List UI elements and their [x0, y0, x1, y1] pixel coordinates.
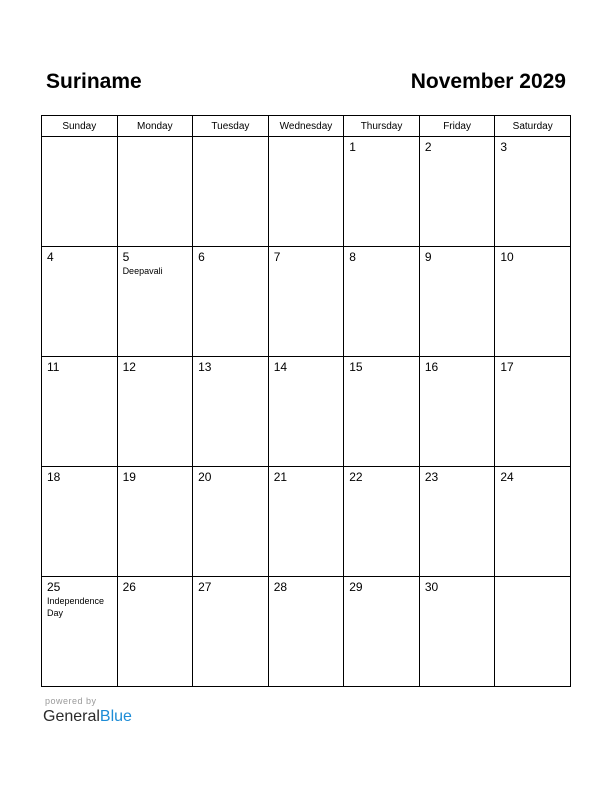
weekday-thursday: Thursday	[344, 116, 420, 137]
day-number: 30	[424, 580, 439, 594]
day-number: 7	[273, 250, 281, 264]
holiday-label: Deepavali	[122, 266, 163, 276]
weekday-monday: Monday	[117, 116, 193, 137]
day-cell	[344, 467, 420, 577]
day-number: 3	[500, 140, 508, 154]
day-cell	[117, 357, 193, 467]
day-number: 2	[424, 140, 432, 154]
day-cell	[193, 247, 269, 357]
brand-blue: Blue	[99, 708, 132, 725]
day-cell	[419, 577, 495, 687]
day-cell	[495, 137, 571, 247]
day-cell	[268, 137, 344, 247]
day-cell	[193, 577, 269, 687]
day-number: 1	[349, 140, 356, 154]
day-number: 19	[122, 470, 136, 484]
day-cell	[117, 577, 193, 687]
day-number: 13	[198, 360, 212, 374]
day-cell	[495, 357, 571, 467]
weekday-saturday: Saturday	[495, 116, 571, 137]
day-cell	[495, 467, 571, 577]
day-cell	[268, 577, 344, 687]
day-number: 4	[47, 250, 54, 264]
day-cell	[117, 467, 193, 577]
day-number: 10	[500, 250, 514, 264]
day-cell	[419, 357, 495, 467]
footer-branding	[43, 696, 132, 727]
day-number: 28	[273, 580, 288, 594]
day-cell	[344, 577, 420, 687]
day-number: 16	[424, 360, 439, 374]
month-year-title: November 2029	[410, 70, 566, 93]
day-cell	[419, 247, 495, 357]
day-number: 20	[198, 470, 212, 484]
weekday-sunday: Sunday	[42, 116, 118, 137]
weekday-friday: Friday	[419, 116, 495, 137]
day-cell	[117, 137, 193, 247]
day-number: 25	[47, 580, 61, 594]
weekday-header-row	[42, 116, 571, 137]
calendar-header	[46, 70, 566, 100]
day-number: 9	[424, 250, 432, 264]
week-row	[42, 357, 571, 467]
day-number: 29	[349, 580, 363, 594]
day-number: 12	[122, 360, 136, 374]
day-number: 24	[500, 470, 514, 484]
day-number: 17	[500, 360, 514, 374]
day-cell	[193, 357, 269, 467]
day-cell	[419, 467, 495, 577]
day-cell	[42, 357, 118, 467]
day-number: 26	[122, 580, 136, 594]
week-row	[42, 137, 571, 247]
brand-general: General	[43, 708, 100, 725]
week-row	[42, 247, 571, 357]
week-row	[42, 467, 571, 577]
day-number: 5	[122, 250, 130, 264]
day-cell	[42, 467, 118, 577]
day-cell	[117, 247, 193, 357]
day-cell	[344, 247, 420, 357]
day-cell	[344, 357, 420, 467]
day-number: 11	[47, 360, 60, 374]
day-number: 21	[273, 470, 288, 484]
day-number: 6	[198, 250, 205, 264]
day-number: 8	[349, 250, 356, 264]
day-cell	[419, 137, 495, 247]
day-cell	[193, 137, 269, 247]
day-cell	[268, 357, 344, 467]
country-title: Suriname	[46, 70, 142, 93]
day-cell	[42, 137, 118, 247]
day-cell	[495, 577, 571, 687]
day-cell	[495, 247, 571, 357]
day-cell	[42, 247, 118, 357]
weekday-tuesday: Tuesday	[193, 116, 269, 137]
calendar-grid	[41, 115, 571, 687]
day-number: 27	[198, 580, 212, 594]
day-cell	[344, 137, 420, 247]
holiday-label: Independence Day	[47, 596, 105, 618]
day-cell	[42, 577, 118, 687]
week-row	[42, 577, 571, 687]
powered-by-text: powered by	[45, 696, 97, 706]
day-cell	[268, 247, 344, 357]
day-cell	[268, 467, 344, 577]
day-number: 22	[349, 470, 363, 484]
weekday-wednesday: Wednesday	[268, 116, 344, 137]
day-number: 18	[47, 470, 61, 484]
day-number: 14	[273, 360, 288, 374]
generalblue-logo	[43, 707, 132, 727]
day-number: 23	[424, 470, 439, 484]
day-number: 15	[349, 360, 363, 374]
day-cell	[193, 467, 269, 577]
